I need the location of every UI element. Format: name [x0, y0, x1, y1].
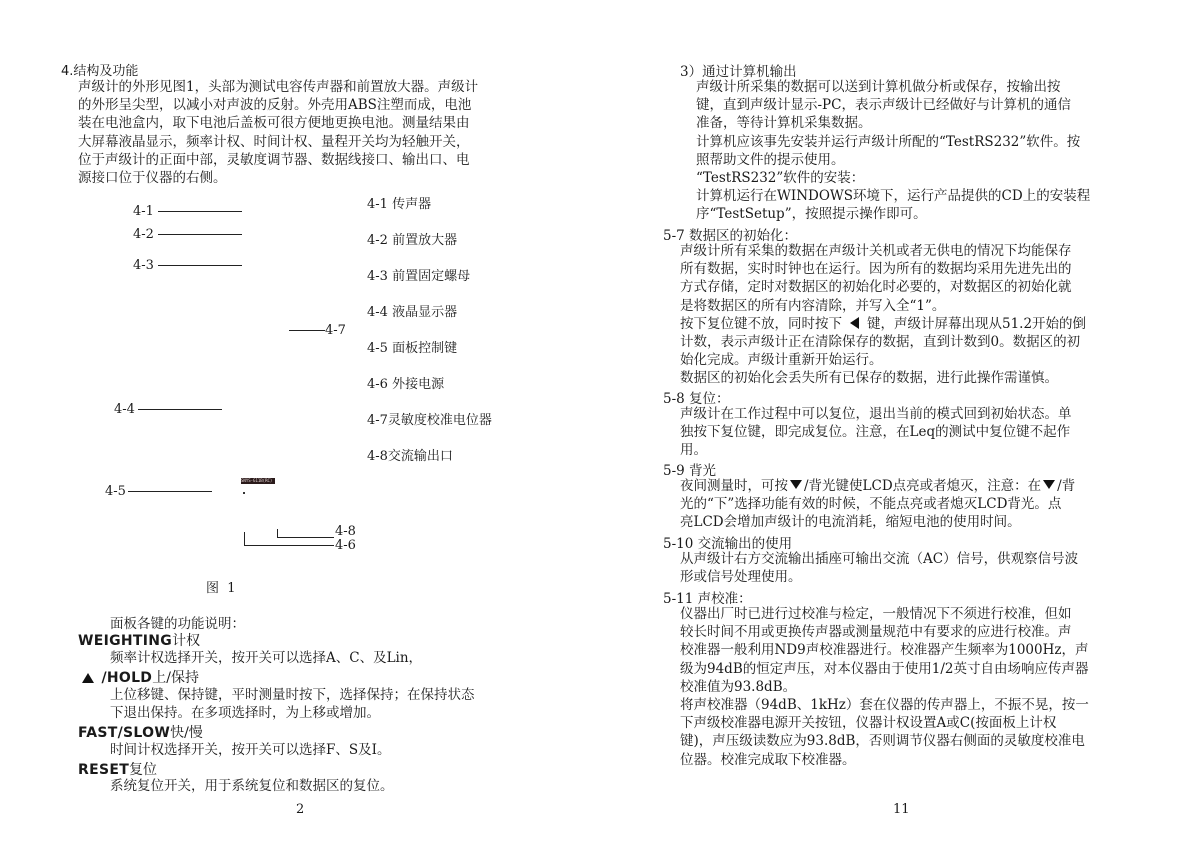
- section-5-10-para: [680, 550, 1140, 586]
- section-5-11-title: 5-11 声校准：: [663, 591, 752, 607]
- key-reset-heading: [78, 759, 157, 779]
- key-name: FAST/SLOW: [78, 725, 171, 741]
- key-hold-desc: [110, 686, 540, 722]
- text-line: 准备，等待计算机采集数据。: [696, 115, 872, 132]
- legend-item: 4-3 前置固定螺母: [367, 269, 471, 284]
- text-line: 频率计权选择开关，按开关可以选择A、C、及Lin，: [110, 650, 423, 666]
- legend-item: 4-7灵敏度校准电位器: [367, 413, 492, 428]
- key-reset-desc: [110, 777, 540, 795]
- text-line: 位于声级计的正面中部，灵敏度调节器、数据线接口、输出口、电: [78, 151, 470, 168]
- text-line: 仪器出厂时已进行过校准与检定，一般情况下不须进行校准，但如: [680, 606, 1072, 622]
- page-number-left: 2: [296, 802, 305, 817]
- key-name: RESET: [78, 762, 130, 778]
- section-5-7-para: [680, 242, 1140, 388]
- section-5-7-title: 5-7 数据区的初始化：: [663, 228, 798, 244]
- text-line: 计算机运行在WINDOWS环境下，运行产品提供的CD上的安装程: [696, 188, 1091, 205]
- down-arrow-icon: [790, 480, 802, 489]
- text-line: 级为94dB的恒定声压，对本仪器由于使用1/2英寸自由场响应传声器: [680, 660, 1089, 677]
- down-arrow-icon: [1043, 480, 1055, 489]
- text-fragment: 按下复位键不放，同时按下: [680, 315, 842, 332]
- callout-line: [289, 330, 325, 331]
- key-name: WEIGHTING: [78, 633, 173, 649]
- text-line: 时间计权选择开关，按开关可以选择F、S及I。: [110, 742, 391, 758]
- callout-line: [138, 409, 222, 410]
- callout-line: [158, 265, 242, 266]
- text-line: 方式存储，定时对数据区的初始化时必要的，对数据区的初始化就: [680, 279, 1072, 296]
- device-dot: [243, 492, 245, 494]
- text-line: 校准值为93.8dB。: [680, 678, 797, 695]
- text-line: 光的“下”选择功能有效的时候，不能点亮或者熄灭LCD背光。点: [680, 496, 1062, 513]
- callout-label-4-2: 4-2: [133, 227, 154, 242]
- text-line: 系统复位开关，用于系统复位和数据区的复位。: [110, 778, 394, 794]
- key-weighting-heading: [78, 630, 200, 650]
- text-line: 位器。校准完成取下校准器。: [680, 751, 856, 768]
- legend-item: 4-8交流输出口: [367, 449, 453, 464]
- text-line: 数据区的初始化会丢失所有已保存的数据，进行此操作需谨慎。: [680, 370, 1058, 387]
- legend-item: 4-4 液晶显示器: [367, 305, 458, 320]
- key-fastslow-heading: [78, 722, 203, 742]
- text-fragment: /背光键使LCD点亮或者熄灭，注意：在: [804, 478, 1042, 494]
- callout-label-4-3: 4-3: [133, 258, 154, 273]
- key-fastslow-desc: [110, 741, 540, 759]
- callout-label-4-6: 4-6: [335, 538, 356, 553]
- text-line: 所有数据，实时时钟也在运行。因为所有的数据均采用先进先出的: [680, 261, 1072, 278]
- callout-label-4-8: 4-8: [335, 524, 356, 539]
- text-line: 用。: [680, 442, 707, 459]
- section-3-title: 3）通过计算机输出: [680, 64, 797, 80]
- text-line: 是将数据区的所有内容清除，并写入全“1”。: [680, 297, 946, 314]
- text-line: 形或信号处理使用。: [680, 569, 802, 586]
- text-line: 的外形呈尖型，以减小对声波的反射。外壳用ABS注塑而成，电池: [78, 97, 472, 114]
- section-5-9-title: 5-9 背光: [663, 463, 717, 479]
- text-fragment: 夜间测量时，可按: [680, 478, 788, 494]
- text-line: 校准器一般利用ND9声校准器进行。校准器产生频率为1000Hz，声: [680, 642, 1089, 659]
- section-5-8-para: [680, 405, 1140, 460]
- text-line: 照帮助文件的提示使用。: [696, 151, 845, 168]
- text-line: 装在电池盒内，取下电池后盖板可很方便地更换电池。测量结果由: [78, 115, 470, 132]
- page-number-right: 11: [893, 802, 910, 817]
- legend-item: 4-1 传声器: [367, 197, 432, 212]
- left-arrow-icon: [850, 317, 859, 329]
- key-name: /HOLD: [101, 670, 153, 686]
- callout-line: [158, 211, 242, 212]
- legend-item: 4-5 面板控制键: [367, 341, 458, 356]
- callout-label-4-7: 4-7: [325, 323, 346, 338]
- figure-caption: 图 1: [206, 581, 236, 596]
- key-cn: 复位: [129, 762, 158, 778]
- text-line: 将声校准器（94dB、1kHz）套在仪器的传声器上，不振不晃，按一: [680, 697, 1089, 714]
- text-line: 键，直到声级计显示-PC，表示声级计已经做好与计算机的通信: [696, 97, 1071, 114]
- text-line: 声级计所有采集的数据在声级计关机或者无供电的情况下均能保存: [680, 243, 1072, 259]
- key-weighting-desc: [110, 649, 540, 667]
- callout-line: [128, 491, 212, 492]
- legend-item: 4-6 外接电源: [367, 377, 445, 392]
- text-line: 声级计在工作过程中可以复位，退出当前的模式回到初始状态。单: [680, 406, 1072, 422]
- legend-item: 4-2 前置放大器: [367, 233, 458, 248]
- text-line: 始化完成。声级计重新开始运行。: [680, 352, 883, 369]
- text-line: [680, 477, 1140, 495]
- callout-label-4-5: 4-5: [105, 484, 126, 499]
- text-line: 亮LCD会增加声级计的电流消耗，缩短电池的使用时间。: [680, 514, 1021, 531]
- key-cn: 上/保持: [152, 670, 199, 686]
- text-line: 计数，表示声级计正在清除保存的数据，直到计数到0。数据区的初: [680, 334, 1081, 351]
- text-line: 计算机应该事先安装并运行声级计所配的“TestRS232”软件。按: [696, 133, 1081, 150]
- text-line: 从声级计右方交流输出插座可输出交流（AC）信号，供观察信号波: [680, 551, 1079, 567]
- text-line: 大屏幕液晶显示，频率计权、时间计权、量程开关均为轻触开关，: [78, 133, 470, 150]
- key-hold-heading: [82, 667, 199, 687]
- section-title: 4.结构及功能: [61, 64, 139, 79]
- callout-line: [158, 234, 242, 235]
- section-5-8-title: 5-8 复位：: [663, 391, 730, 407]
- intro-paragraph: [78, 78, 538, 187]
- keys-intro: 面板各键的功能说明：: [110, 616, 245, 632]
- text-line: 序“TestSetup”，按照提示操作即可。: [696, 206, 927, 223]
- text-line: “TestRS232”软件的安装：: [696, 170, 865, 187]
- key-cn: 快/慢: [170, 725, 203, 741]
- text-line: 较长时间不用或更换传声器或测量规范中有要求的应进行校准。声: [680, 624, 1072, 641]
- text-line: 下退出保持。在多项选择时，为上移或增加。: [110, 705, 380, 722]
- section-5-10-title: 5-10 交流输出的使用: [663, 536, 793, 552]
- device-label-plate: SNYS-G11B(RC): [241, 478, 275, 484]
- callout-label-4-1: 4-1: [133, 204, 154, 219]
- text-line: 上位移键、保持键，平时测量时按下，选择保持；在保持状态: [110, 687, 475, 703]
- text-line: 声级计的外形见图1，头部为测试电容传声器和前置放大器。声级计: [78, 79, 479, 95]
- text-fragment: 键，声级计屏幕出现从51.2开始的倒: [867, 315, 1087, 332]
- callout-label-4-4: 4-4: [114, 402, 135, 417]
- callout-bracket-4-6: [244, 532, 334, 546]
- up-arrow-icon: [82, 673, 94, 683]
- text-line: 源接口位于仪器的右侧。: [78, 170, 227, 187]
- text-line: 声级计所采集的数据可以送到计算机做分析或保存，按输出按: [696, 79, 1061, 95]
- text-line: [680, 315, 1140, 333]
- key-cn: 计权: [172, 633, 201, 649]
- text-line: 下声级校准器电源开关按钮，仪器计权设置A或C(按面板上计权: [680, 715, 1057, 732]
- section-3-para: [696, 78, 1140, 224]
- text-line: 键)，声压级读数应为93.8dB，否则调节仪器右侧面的灵敏度校准电: [680, 733, 1085, 750]
- section-5-9-para: [680, 477, 1140, 532]
- text-line: 独按下复位键，即完成复位。注意，在Leq的测试中复位键不起作: [680, 424, 1071, 441]
- text-fragment: /背: [1057, 478, 1076, 494]
- section-5-11-para: [680, 605, 1140, 769]
